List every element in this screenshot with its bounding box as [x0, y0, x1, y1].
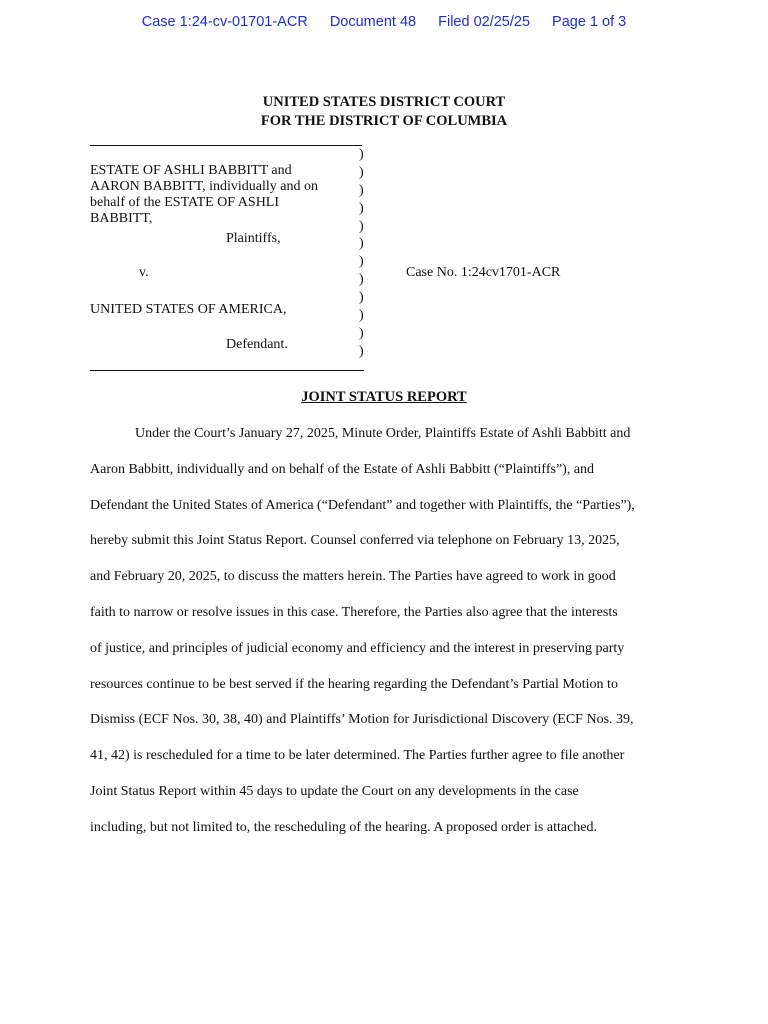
report-title: JOINT STATUS REPORT [301, 389, 467, 405]
document-number-stamp: Document 48 [329, 14, 417, 30]
caption-paren-column [359, 146, 364, 361]
caption-paren: ) [359, 200, 364, 216]
body-line: and February 20, 2025, to discuss the matters herein. The Parties have agreed to work in good [90, 569, 616, 585]
body-line: hereby submit this Joint Status Report. Counsel conferred via telephone on February 13, 2025, [90, 533, 620, 549]
defendant-name: UNITED STATES OF AMERICA, [90, 302, 287, 317]
caption-paren: ) [359, 290, 364, 306]
body-line: Under the Court’s January 27, 2025, Minute Order, Plaintiffs Estate of Ashli Babbitt and [135, 426, 631, 441]
plaintiffs-line: behalf of the ESTATE OF ASHLI [90, 195, 280, 210]
caption-paren: ) [359, 343, 364, 359]
caption-paren: ) [359, 308, 364, 324]
plaintiffs-line: ESTATE OF ASHLI BABBITT and [90, 163, 292, 178]
versus-label: v. [139, 265, 149, 280]
caption-paren: ) [359, 182, 364, 198]
defendant-label: Defendant. [226, 337, 288, 352]
case-number-stamp: Case 1:24-cv-01701-ACR [141, 14, 308, 30]
body-line: resources continue to be best served if the hearing regarding the Defendant’s Partial Motion to [90, 676, 618, 692]
body-line: Defendant the United States of America (“Defendant” and together with Plaintiffs, the “Parties”), [90, 497, 635, 513]
report-body [90, 424, 680, 854]
caption-paren: ) [359, 218, 364, 234]
body-line: including, but not limited to, the rescheduling of the hearing. A proposed order is attached. [90, 819, 597, 835]
plaintiffs-line: BABBITT, [90, 211, 153, 226]
page-number-stamp: Page 1 of 3 [552, 14, 627, 30]
body-line: Dismiss (ECF Nos. 30, 38, 40) and Plaintiffs’ Motion for Jurisdictional Discovery (ECF Nos. 39, [90, 712, 634, 728]
body-line: Aaron Babbitt, individually and on behalf of the Estate of Ashli Babbitt (“Plaintiffs”), and [90, 461, 595, 477]
ecf-filing-header [0, 14, 768, 30]
caption-bottom-rule [90, 370, 364, 371]
caption-paren: ) [359, 236, 364, 252]
court-name: UNITED STATES DISTRICT COURT [262, 94, 506, 110]
case-number: Case No. 1:24cv1701-ACR [406, 265, 561, 280]
plaintiffs-names [90, 163, 355, 227]
caption-paren: ) [359, 325, 364, 341]
court-heading [0, 93, 768, 131]
plaintiffs-line: AARON BABBITT, individually and on [90, 179, 319, 194]
body-line: of justice, and principles of judicial economy and efficiency and the interest in preserving party [90, 640, 625, 656]
caption-paren: ) [359, 254, 364, 270]
body-line: Joint Status Report within 45 days to update the Court on any developments in the case [90, 783, 579, 799]
body-line: faith to narrow or resolve issues in this case. Therefore, the Parties also agree that the interests [90, 604, 618, 620]
body-line: 41, 42) is rescheduled for a time to be later determined. The Parties further agree to file another [90, 748, 625, 764]
caption-paren: ) [359, 272, 364, 288]
court-district: FOR THE DISTRICT OF COLUMBIA [260, 113, 508, 129]
caption-paren: ) [359, 164, 364, 180]
plaintiffs-label: Plaintiffs, [226, 231, 281, 246]
filed-date-stamp: Filed 02/25/25 [438, 14, 531, 30]
caption-top-rule [90, 145, 362, 146]
caption-paren: ) [359, 147, 364, 162]
